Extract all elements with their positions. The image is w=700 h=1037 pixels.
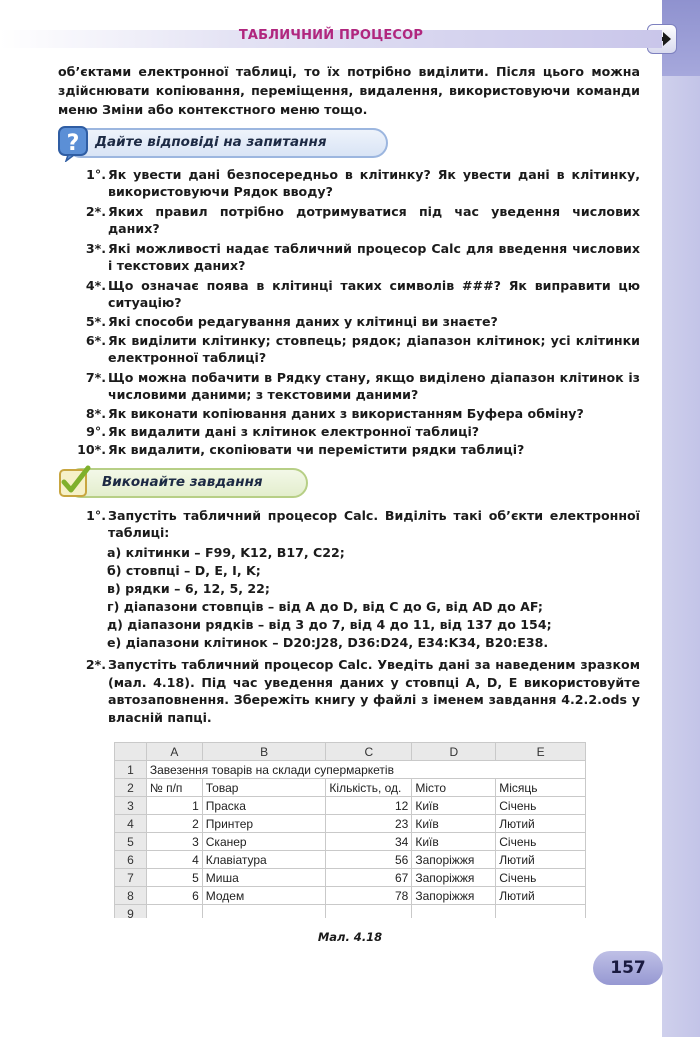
cell[interactable]: Київ xyxy=(412,833,496,851)
question-number: 2*. xyxy=(85,204,106,219)
task-text: Запустіть табличний процесор Calc. Виділіть такі об’єкти електронної таблиці: xyxy=(108,508,640,541)
cell[interactable]: № п/п xyxy=(146,779,202,797)
cell[interactable]: Січень xyxy=(496,833,586,851)
column-header[interactable]: E xyxy=(496,743,586,761)
cell[interactable]: Принтер xyxy=(202,815,326,833)
intro-paragraph: об’єктами електронної таблиці, то їх потрібно виділити. Після цього можна здійснювати копіювання, переміщення, видалення, використовуючи команди меню Зміни або контекстного меню тощо. xyxy=(58,64,640,117)
tasks-title: Виконайте завдання xyxy=(102,474,263,490)
cell[interactable]: 1 xyxy=(146,797,202,815)
table-row xyxy=(115,761,586,779)
cell[interactable]: Лютий xyxy=(496,887,586,905)
right-margin-band xyxy=(662,0,700,1037)
column-header[interactable]: A xyxy=(146,743,202,761)
cell[interactable] xyxy=(202,905,326,919)
question-number: 6*. xyxy=(85,333,106,348)
row-header[interactable]: 1 xyxy=(115,761,147,779)
table-row xyxy=(115,887,586,905)
task-text: Запустіть табличний процесор Calc. Уведіть дані за наведеним зразком (мал. 4.18). Під час уведення даних у стовпці A, D, E використовуйте автозаповнення. Збережіть книгу у файлі з іменем завдання 4.2.2.ods у власній папці. xyxy=(108,657,640,725)
question-text: Які способи редагування даних у клітинці ви знаєте? xyxy=(108,314,498,329)
cell[interactable]: 12 xyxy=(326,797,412,815)
task-subitem: а) клітинки – F99, K12, B17, C22; xyxy=(107,545,345,560)
row-header[interactable]: 2 xyxy=(115,779,147,797)
cell[interactable]: Місто xyxy=(412,779,496,797)
question-text: Як виконати копіювання даних з використанням Буфера обміну? xyxy=(108,406,584,421)
question-number: 9°. xyxy=(86,424,106,439)
table-row xyxy=(115,869,586,887)
cell[interactable]: 78 xyxy=(326,887,412,905)
page-header-title: ТАБЛИЧНИЙ ПРОЦЕСОР xyxy=(238,28,424,43)
table-row xyxy=(115,851,586,869)
cell[interactable] xyxy=(412,905,496,919)
table-row xyxy=(115,833,586,851)
figure-caption: Мал. 4.18 xyxy=(317,930,383,944)
cell[interactable]: Запоріжжя xyxy=(412,869,496,887)
cell[interactable]: Сканер xyxy=(202,833,326,851)
cell[interactable]: 2 xyxy=(146,815,202,833)
cell[interactable]: 6 xyxy=(146,887,202,905)
cell[interactable] xyxy=(326,905,412,919)
checkmark-icon xyxy=(54,462,94,502)
cell[interactable]: Запоріжжя xyxy=(412,887,496,905)
questions-title: Дайте відповіді на запитання xyxy=(95,134,327,150)
table-row xyxy=(115,815,586,833)
row-header[interactable]: 7 xyxy=(115,869,147,887)
task-number: 1°. xyxy=(86,508,106,523)
question-mark-icon xyxy=(56,124,92,162)
row-header[interactable]: 3 xyxy=(115,797,147,815)
spreadsheet-grid xyxy=(114,742,586,918)
table-row xyxy=(115,779,586,797)
cell[interactable]: 23 xyxy=(326,815,412,833)
question-number: 1°. xyxy=(86,167,106,182)
spreadsheet-figure xyxy=(114,742,586,918)
row-header[interactable]: 6 xyxy=(115,851,147,869)
page-number: 157 xyxy=(593,951,663,985)
cell[interactable]: Київ xyxy=(412,797,496,815)
task-subitem: е) діапазони клітинок – D20:J28, D36:D24, E34:K34, B20:E38. xyxy=(107,635,549,650)
corner-cell[interactable] xyxy=(115,743,147,761)
cell[interactable]: Товар xyxy=(202,779,326,797)
task-subitem: д) діапазони рядків – від 3 до 7, від 4 до 11, від 137 до 154; xyxy=(107,617,552,632)
cell[interactable]: Січень xyxy=(496,869,586,887)
cell[interactable]: Завезення товарів на склади супермаркетів xyxy=(146,761,585,779)
question-number: 3*. xyxy=(85,241,106,256)
row-header[interactable]: 4 xyxy=(115,815,147,833)
question-text: Як увести дані безпосередньо в клітинку? Як увести дані в клітинку, використовуючи Рядок вводу? xyxy=(108,167,640,200)
question-number: 5*. xyxy=(85,314,106,329)
cell[interactable]: 3 xyxy=(146,833,202,851)
column-header[interactable]: D xyxy=(412,743,496,761)
cell[interactable]: Місяць xyxy=(496,779,586,797)
cell[interactable]: 34 xyxy=(326,833,412,851)
question-number: 7*. xyxy=(85,370,106,385)
svg-text:?: ? xyxy=(66,131,80,156)
table-row xyxy=(115,797,586,815)
row-header[interactable]: 8 xyxy=(115,887,147,905)
question-text: Яких правил потрібно дотримуватися під час уведення числових даних? xyxy=(108,204,640,237)
task-number: 2*. xyxy=(85,657,106,672)
column-header[interactable]: C xyxy=(326,743,412,761)
cell[interactable] xyxy=(496,905,586,919)
cell[interactable] xyxy=(146,905,202,919)
cell[interactable]: Київ xyxy=(412,815,496,833)
task-subitem: г) діапазони стовпців – від А до D, від С до G, від AD до AF; xyxy=(107,599,543,614)
cell[interactable]: Лютий xyxy=(496,815,586,833)
task-subitem: в) рядки – 6, 12, 5, 22; xyxy=(107,581,270,596)
column-header[interactable]: B xyxy=(202,743,326,761)
cell[interactable]: 67 xyxy=(326,869,412,887)
cell[interactable]: 56 xyxy=(326,851,412,869)
question-text: Що означає поява в клітинці таких символів ###? Як виправити цю ситуацію? xyxy=(108,278,640,311)
cell[interactable]: Кількість, од. xyxy=(326,779,412,797)
cell[interactable]: Січень xyxy=(496,797,586,815)
cell[interactable]: Праска xyxy=(202,797,326,815)
cell[interactable]: 5 xyxy=(146,869,202,887)
column-header-row xyxy=(115,743,586,761)
question-text: Як видалити дані з клітинок електронної таблиці? xyxy=(108,424,480,439)
cell[interactable]: Модем xyxy=(202,887,326,905)
question-text: Як видалити, скопіювати чи перемістити рядки таблиці? xyxy=(108,442,525,457)
question-text: Як виділити клітинку; стовпець; рядок; діапазон клітинок; усі клітинки електронної таблиці? xyxy=(108,333,640,366)
question-number: 8*. xyxy=(85,406,106,421)
row-header[interactable]: 5 xyxy=(115,833,147,851)
cell[interactable]: Запоріжжя xyxy=(412,851,496,869)
cell[interactable]: Клавіатура xyxy=(202,851,326,869)
row-header[interactable]: 9 xyxy=(115,905,147,919)
question-number: 10*. xyxy=(77,442,106,457)
cell[interactable]: Миша xyxy=(202,869,326,887)
cell[interactable]: Лютий xyxy=(496,851,586,869)
table-row xyxy=(115,905,586,919)
question-number: 4*. xyxy=(85,278,106,293)
question-text: Які можливості надає табличний процесор Calc для введення числових і текстових даних? xyxy=(108,241,640,274)
cell[interactable]: 4 xyxy=(146,851,202,869)
question-text: Що можна побачити в Рядку стану, якщо виділено діапазон клітинок із числовими даними; з текстовими даними? xyxy=(108,370,640,403)
task-subitem: б) стовпці – D, E, I, K; xyxy=(107,563,261,578)
